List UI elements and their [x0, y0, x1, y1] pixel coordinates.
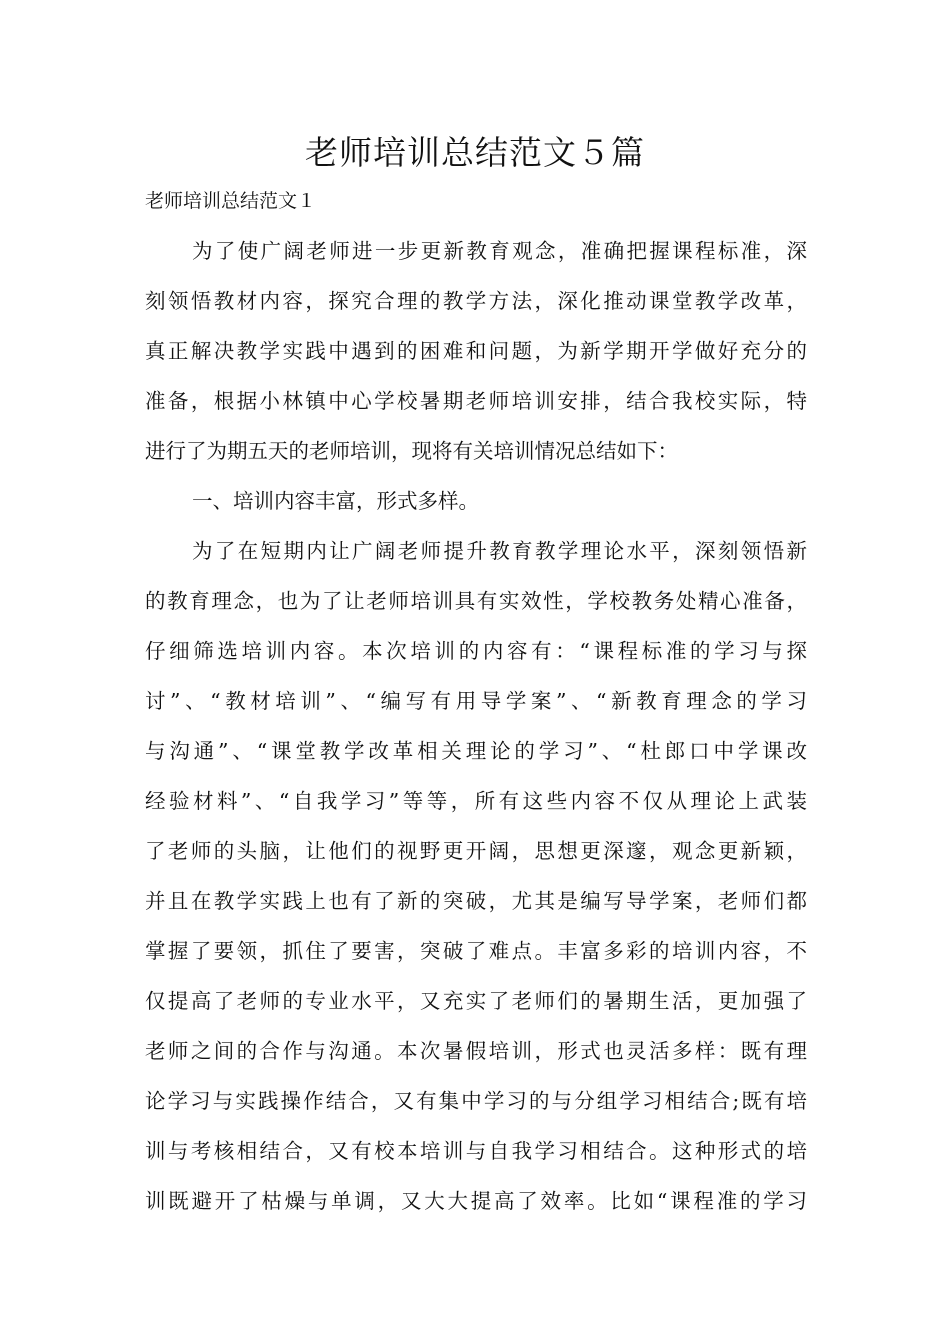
- paragraph-line: 为了使广阔老师进一步更新教育观念，准确把握课程标准，深: [192, 239, 807, 263]
- paragraph-line: 论学习与实践操作结合，又有集中学习的与分组学习相结合;既有培: [145, 1089, 807, 1113]
- paragraph-line: 真正解决教学实践中遇到的困难和问题，为新学期开学做好充分的: [145, 339, 807, 363]
- paragraph-line: 仅提高了老师的专业水平，又充实了老师们的暑期生活，更加强了: [145, 989, 807, 1013]
- paragraph-line: 老师之间的合作与沟通。本次暑假培训，形式也灵活多样：既有理: [145, 1039, 807, 1063]
- paragraph-line: 训与考核相结合，又有校本培训与自我学习相结合。这种形式的培: [145, 1139, 807, 1163]
- paragraph-line: 进行了为期五天的老师培训，现将有关培训情况总结如下：: [145, 439, 678, 463]
- document-title: 老师培训总结范文５篇: [305, 133, 645, 172]
- section-heading: 一、培训内容丰富，形式多样。: [192, 489, 479, 513]
- paragraph-line: 经验材料”、“自我学习”等等，所有这些内容不仅从理论上武装: [145, 789, 807, 813]
- paragraph-line: 并且在教学实践上也有了新的突破，尤其是编写导学案，老师们都: [145, 889, 807, 913]
- paragraph-line: 的教育理念，也为了让老师培训具有实效性，学校教务处精心准备，: [145, 589, 807, 613]
- paragraph-line: 仔细筛选培训内容。本次培训的内容有：“课程标准的学习与探: [145, 639, 807, 663]
- paragraph-line: 准备，根据小林镇中心学校暑期老师培训安排，结合我校实际，特: [145, 389, 807, 413]
- paragraph-line: 刻领悟教材内容，探究合理的教学方法，深化推动课堂教学改革，: [145, 289, 807, 313]
- paragraph-line: 与沟通”、“课堂教学改革相关理论的学习”、“杜郎口中学课改: [145, 739, 807, 763]
- paragraph-line: 训既避开了枯燥与单调，又大大提高了效率。比如“课程准的学习: [145, 1189, 807, 1213]
- paragraph-line: 为了在短期内让广阔老师提升教育教学理论水平，深刻领悟新: [192, 539, 807, 563]
- paragraph-line: 掌握了要领，抓住了要害，突破了难点。丰富多彩的培训内容，不: [145, 939, 807, 963]
- paragraph-line: 了老师的头脑，让他们的视野更开阔，思想更深邃，观念更新颖，: [145, 839, 807, 863]
- paragraph-line: 讨”、“教材培训”、“编写有用导学案”、“新教育理念的学习: [145, 689, 807, 713]
- section-subtitle: 老师培训总结范文１: [145, 190, 317, 212]
